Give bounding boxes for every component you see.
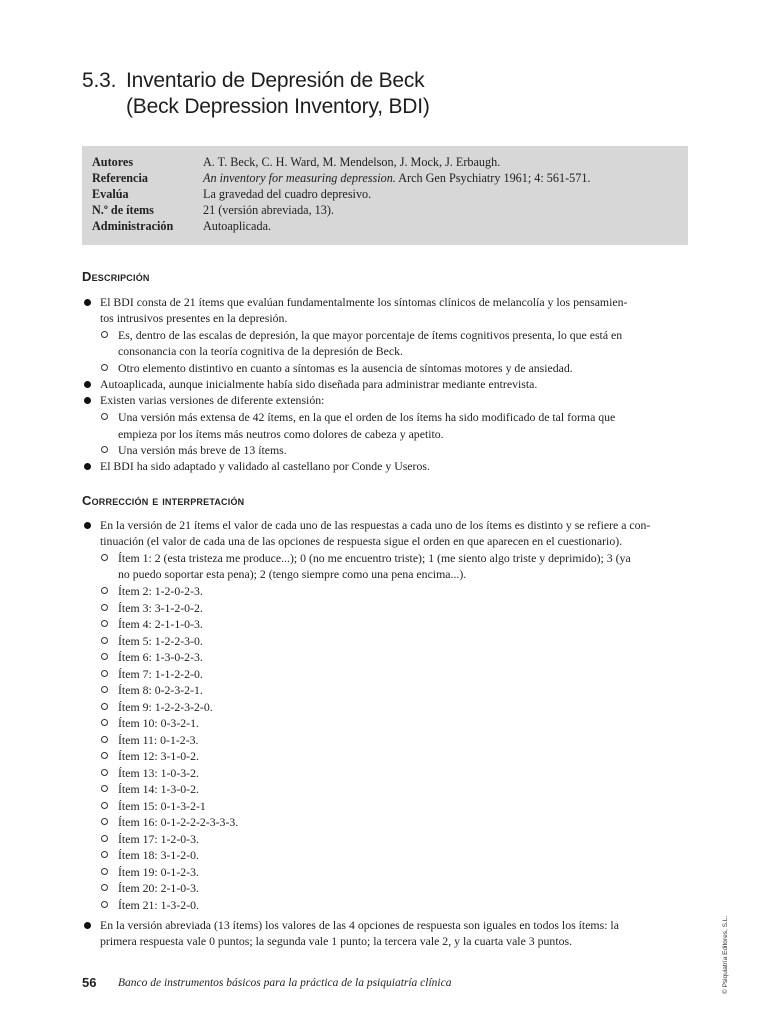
item-score-line: Ítem 20: 2-1-0-3. [118,881,199,895]
sub-bullet-circle [101,587,108,594]
sub-bullet-circle [101,851,108,858]
copyright-notice: © Psiquiatría Editores, S.L. [722,915,729,994]
sub-bullet-circle [101,686,108,693]
page-number: 56 [82,975,97,990]
text-line: Otro elemento distintivo en cuanto a síntomas es la ausencia de síntomas motores y de ansiedad. [118,361,573,375]
sub-bullet-circle [101,769,108,776]
item-score-line: Ítem 13: 1-0-3-2. [118,765,199,780]
info-label: Administración [92,219,174,233]
sub-bullet-circle [101,752,108,759]
text-line: no puedo soportar esta pena); 2 (tengo siempre como una pena encima...). [118,567,467,581]
item-score-line: Ítem 5: 1-2-2-3-0. [118,633,203,648]
bullet-dot [84,381,91,388]
info-label: Referencia [92,171,148,185]
footer-book-title: Banco de instrumentos básicos para la práctica de la psiquiatría clínica [118,977,452,989]
item-score-line: Ítem 2: 1-2-0-2-3. [118,584,203,598]
instrument-info-box [82,146,688,245]
item-score-line: Ítem 15: 0-1-3-2-1 [118,798,206,813]
title-line-1: Inventario de Depresión de Beck [126,69,425,92]
item-score-line: Ítem 18: 3-1-2-0. [118,848,199,862]
text-line: Existen varias versiones de diferente extensión: [100,393,325,407]
text-line: Autoaplicada, aunque inicialmente había sido diseñada para administrar mediante entrevista. [100,377,538,391]
sub-bullet-circle [101,785,108,792]
sub-bullet-circle [101,637,108,644]
info-value: La gravedad del cuadro depresivo. [203,187,372,201]
bullet-dot [84,522,91,529]
item-score-line: Ítem 11: 0-1-2-3. [118,732,199,747]
sub-bullet-circle [101,736,108,743]
info-value: 21 (versión abreviada, 13). [203,203,334,217]
title-line-2: (Beck Depression Inventory, BDI) [126,95,430,118]
sub-bullet-circle [101,835,108,842]
item-score-line: Ítem 6: 1-3-0-2-3. [118,650,203,664]
text-line: El BDI ha sido adaptado y validado al castellano por Conde y Useros. [100,459,430,473]
sub-bullet-circle [101,364,108,371]
bullet-dot [84,922,91,929]
bullet-dot [84,299,91,306]
item-score-line: Ítem 19: 0-1-2-3. [118,864,199,879]
sub-bullet-circle [101,670,108,677]
text-line: tos intrusivos presentes en la depresión. [100,311,288,325]
section-number: 5.3. [82,69,117,92]
sub-bullet-circle [101,868,108,875]
bullet-dot [84,463,91,470]
sub-bullet-circle [101,802,108,809]
item-score-line: Ítem 16: 0-1-2-2-2-3-3-3. [118,815,239,829]
item-score-line: Ítem 10: 0-3-2-1. [118,716,199,730]
reference-journal: Arch Gen Psychiatry 1961; 4: 561-571. [395,171,591,185]
sub-bullet-circle [101,413,108,420]
item-score-line: Ítem 7: 1-1-2-2-0. [118,666,203,681]
sub-bullet-circle [101,653,108,660]
sub-bullet-circle [101,446,108,453]
section-title [82,68,702,120]
text-line: Ítem 1: 2 (esta tristeza me produce...); 0 (no me encuentro triste); 1 (me siento algo triste y deprimido); 3 (ya [118,551,631,565]
reference-title: An inventory for measuring depression. [203,171,396,185]
sub-bullet-circle [101,620,108,627]
sub-bullet-circle [101,818,108,825]
item-score-line: Ítem 8: 0-2-3-2-1. [118,683,203,697]
info-value: Autoaplicada. [203,219,272,233]
item-score-line: Ítem 4: 2-1-1-0-3. [118,617,203,631]
sub-bullet-circle [101,331,108,338]
info-label: Autores [92,155,134,169]
text-line: Una versión más extensa de 42 ítems, en la que el orden de los ítems ha sido modificado de tal forma que [118,410,616,424]
item-score-line: Ítem 3: 3-1-2-0-2. [118,600,203,615]
text-line: Una versión más breve de 13 ítems. [118,443,287,457]
info-value: A. T. Beck, C. H. Ward, M. Mendelson, J. Mock, J. Erbaugh. [203,155,501,169]
info-label: N.º de ítems [92,203,154,217]
text-line: En la versión abreviada (13 ítems) los valores de las 4 opciones de respuesta son iguales en todos los ítems: la [100,918,619,932]
bullet-dot [84,397,91,404]
heading-descripcion: Descripción [82,269,150,284]
text-line: En la versión de 21 ítems el valor de cada uno de las respuestas a cada uno de los ítems es distinto y se refiere a con- [100,518,651,532]
text-line: El BDI consta de 21 ítems que evalúan fundamentalmente los síntomas clínicos de melancolía y los pensamien- [100,295,628,309]
sub-bullet-circle [101,703,108,710]
sub-bullet-circle [101,604,108,611]
sub-bullet-circle [101,884,108,891]
text-line: consonancia con la teoría cognitiva de la depresión de Beck. [118,344,403,358]
item-score-line: Ítem 21: 1-3-2-0. [118,897,199,912]
sub-bullet-circle [101,554,108,561]
item-score-line: Ítem 14: 1-3-0-2. [118,782,199,796]
text-line: tinuación (el valor de cada una de las opciones de respuesta sigue el orden en que aparecen en el cuestionario). [100,534,623,548]
item-score-line: Ítem 12: 3-1-0-2. [118,749,199,763]
sub-bullet-circle [101,901,108,908]
text-line: empieza por los ítems más neutros como dolores de cabeza y apetito. [118,427,444,441]
sub-bullet-circle [101,719,108,726]
text-line: Es, dentro de las escalas de depresión, la que mayor porcentaje de ítems cognitivos presenta, lo que está en [118,328,623,342]
heading-correccion: Corrección e interpretación [82,493,245,508]
text-line: primera respuesta vale 0 puntos; la segunda vale 1 punto; la tercera vale 2, y la cuarta vale 3 puntos. [100,934,573,948]
item-score-line: Ítem 9: 1-2-2-3-2-0. [118,699,213,714]
info-value [203,170,590,186]
info-label: Evalúa [92,187,129,201]
item-score-line: Ítem 17: 1-2-0-3. [118,831,199,846]
